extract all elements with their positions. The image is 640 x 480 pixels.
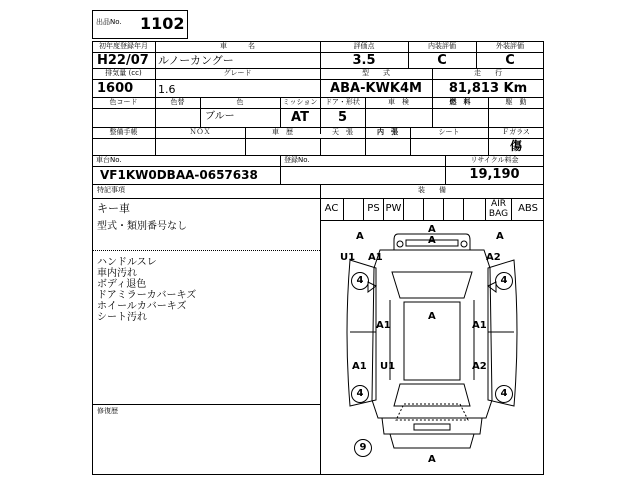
damage-mark-rear-bumper: A <box>428 454 436 465</box>
note-1: 型式・類別番号なし <box>97 221 187 232</box>
equip-abs: ABS <box>518 203 538 214</box>
equip-airbag-text: AIR BAG <box>488 199 509 219</box>
interior-trim-label: 内 張 <box>377 128 398 136</box>
drive-label: 駆 動 <box>505 98 527 106</box>
damage-mark-door-right: A1 <box>472 320 487 331</box>
note-7: シート汚れ <box>97 312 147 323</box>
equip-blank-2 <box>424 198 444 220</box>
transmission: AT <box>291 110 309 125</box>
history-label: 車 歴 <box>272 128 293 136</box>
tire-rear-left: 4 <box>351 385 369 403</box>
chassis-label: 車台No. <box>96 156 122 164</box>
equipment-row <box>320 198 544 221</box>
year-label: 初年度登録年月 <box>99 42 148 50</box>
model-code: ABA-KWK4M <box>330 81 422 96</box>
mission-label: ミッション <box>282 98 318 106</box>
grade-label: グレード <box>223 69 252 77</box>
tire-rear-right: 4 <box>495 385 513 403</box>
displacement: 1600 <box>97 81 134 96</box>
tire-front-left: 4 <box>351 272 369 290</box>
repair-history-label: 修復歴 <box>97 407 118 415</box>
note-2: ハンドルスレ <box>97 257 157 268</box>
interior-grade: C <box>437 53 447 68</box>
damage-mark-front-fender-left-a1: A1 <box>368 252 383 263</box>
nox-label: ＮＯＸ <box>189 128 211 136</box>
damage-mark-front-fender-right: A2 <box>486 252 501 263</box>
note-4: ボディ退色 <box>97 279 147 290</box>
car-windshield <box>392 272 472 298</box>
damage-mark-front-right-top: A <box>496 231 504 242</box>
recycle-fee: 19,190 <box>469 167 520 182</box>
car-rear-plate <box>414 424 450 430</box>
damage-mark-roof: A <box>428 311 436 322</box>
equip-pw: PW <box>384 198 404 220</box>
car-mirror-left <box>368 282 376 292</box>
registration-label: 登録No. <box>284 156 310 164</box>
glass-label: Ｆガラス <box>502 128 530 136</box>
color-change-label: 色替 <box>170 98 185 106</box>
sunroof-label: 天 張 <box>332 128 353 136</box>
exterior-label: 外装評価 <box>496 42 524 50</box>
lot-number: 1102 <box>140 14 185 33</box>
exterior-grade: C <box>505 53 515 68</box>
car-rear-window <box>394 384 470 406</box>
damage-mark-rear-fender-left-a1: A1 <box>352 361 367 372</box>
car-rear-bumper <box>390 434 474 448</box>
note-0: キー車 <box>97 202 130 215</box>
seat-label: シート <box>438 128 460 136</box>
color-label: 色 <box>236 98 244 106</box>
tire-spare: 9 <box>354 439 372 457</box>
first-registration: H22/07 <box>97 53 149 68</box>
tire-front-right: 4 <box>495 272 513 290</box>
damage-mark-door-left: A1 <box>376 320 391 331</box>
damage-mark-front-fender-left-u1: U1 <box>340 252 356 263</box>
grade: 1.6 <box>158 83 176 96</box>
color-code-label: 色コード <box>109 98 138 106</box>
manual-label: 整備手帳 <box>109 128 138 136</box>
car-name: ルノーカングー <box>158 54 234 67</box>
mileage-label: 走 行 <box>474 69 502 77</box>
lot-label: 出品No. <box>96 18 122 26</box>
evaluation-score: 3.5 <box>352 53 376 68</box>
equip-blank-1 <box>404 198 424 220</box>
chassis-number: VF1KW0DBAA-0657638 <box>100 168 258 182</box>
equipment-label: 装 備 <box>418 186 446 194</box>
damage-mark-front-left-top: A <box>356 231 364 242</box>
damage-mark-rear-fender-left-u1: U1 <box>380 361 396 372</box>
doors-label: ドア・形状 <box>325 98 360 106</box>
damage-mark-front-center-top: A <box>428 235 436 246</box>
equip-ps: PS <box>364 198 384 220</box>
note-5: ドアミラーカバーキズ <box>97 290 197 301</box>
equip-blank-3 <box>444 198 464 220</box>
equip-airbag <box>486 198 512 220</box>
equip-ac: AC <box>320 198 344 220</box>
inspection-label: 車 検 <box>388 98 409 106</box>
mileage: 81,813 Km <box>448 81 528 96</box>
equip-ac-cell <box>344 198 364 220</box>
note-6: ホイールカバーキズ <box>97 301 187 312</box>
notes-label: 特記事項 <box>97 186 125 194</box>
model-label: 型 式 <box>362 69 390 77</box>
score-label: 評価点 <box>353 42 375 50</box>
fuel-label: 燃 料 <box>449 98 471 106</box>
recycle-label: リサイクル料金 <box>470 156 519 164</box>
interior-label: 内装評価 <box>428 42 456 50</box>
name-label: 車 名 <box>220 42 255 50</box>
front-glass-value: 傷 <box>509 139 522 153</box>
damage-mark-rear-fender-right: A2 <box>472 361 487 372</box>
doors: 5 <box>337 110 348 125</box>
equip-blank-4 <box>464 198 486 220</box>
damage-mark-front-bumper: A <box>428 224 436 235</box>
note-3: 車内汚れ <box>97 268 137 279</box>
displacement-label: 排気量 (cc) <box>105 69 142 77</box>
car-headlight-right <box>461 241 467 247</box>
color-value: ブルー <box>205 111 235 122</box>
car-headlight-left <box>397 241 403 247</box>
